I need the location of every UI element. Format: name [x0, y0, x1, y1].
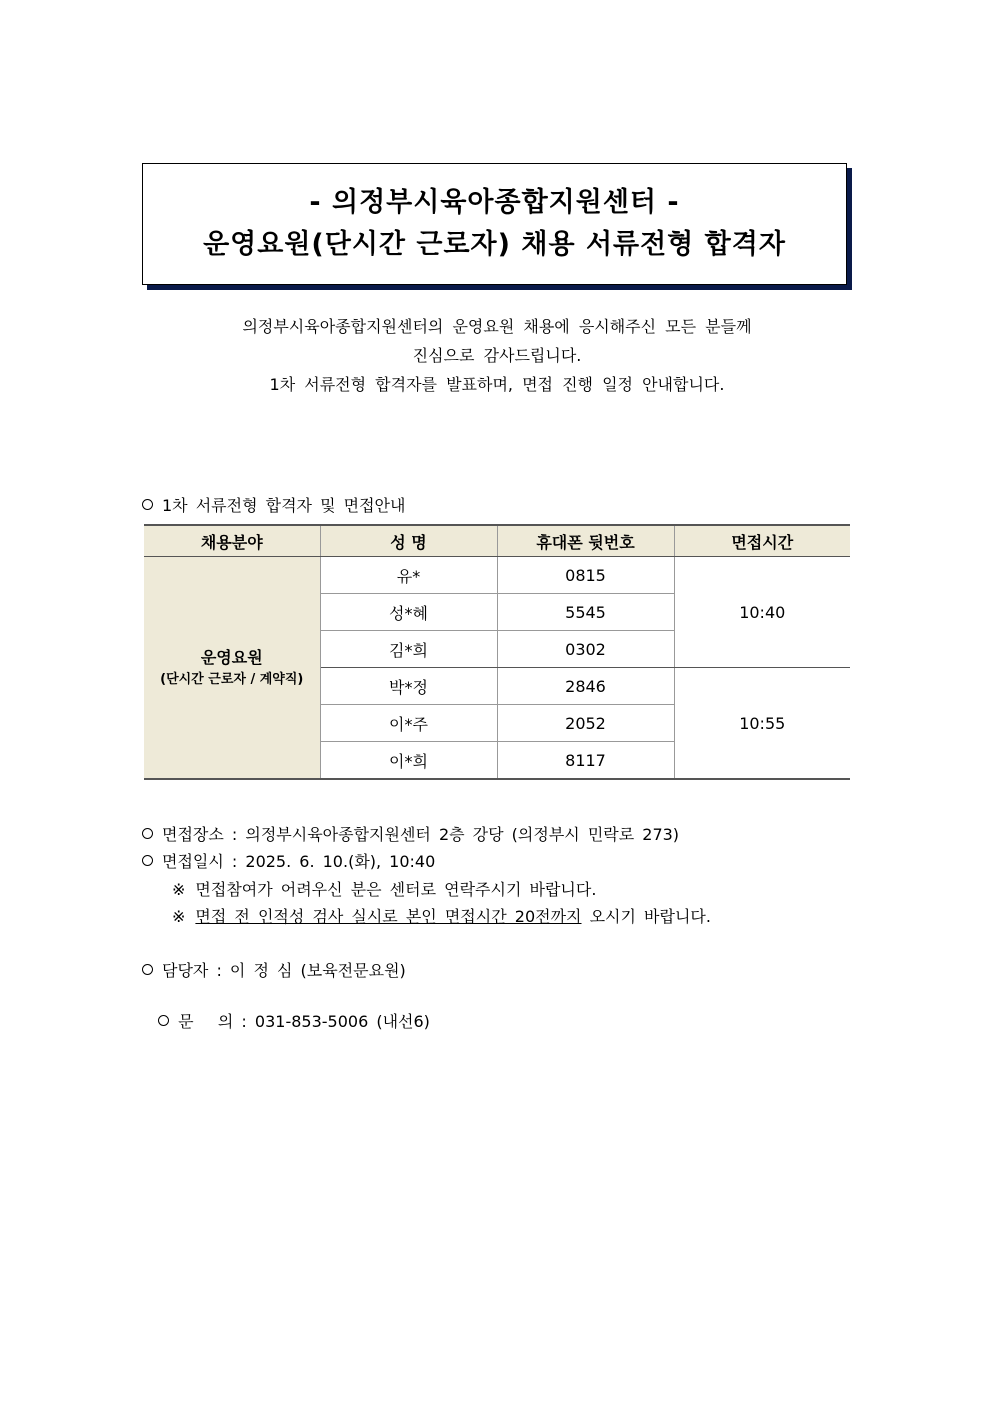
circle-bullet-icon [142, 828, 153, 839]
name-cell: 유* [320, 557, 497, 594]
result-table [144, 524, 850, 780]
intro-paragraph [142, 312, 852, 399]
phone-cell: 2052 [497, 705, 674, 742]
name-cell: 이*희 [320, 742, 497, 780]
title-box [142, 163, 847, 285]
circle-bullet-icon [158, 1015, 169, 1026]
reference-mark-icon: ※ [172, 907, 186, 926]
note-2-rest-text: 오시기 바랍니다. [581, 907, 711, 926]
intro-line-3: 1차 서류전형 합격자를 발표하며, 면접 진행 일정 안내합니다. [269, 375, 725, 394]
phone-cell: 0815 [497, 557, 674, 594]
time-cell: 10:40 [674, 557, 850, 668]
name-cell: 이*주 [320, 705, 497, 742]
interview-place [142, 824, 679, 846]
table-header-row [144, 525, 850, 557]
name-cell: 박*정 [320, 668, 497, 705]
section-heading [142, 495, 405, 517]
inquiry [142, 989, 430, 1033]
reference-mark-icon: ※ [172, 880, 186, 899]
contact-person-text: 담당자 : 이 정 심 (보육전문요원) [162, 961, 406, 980]
note-2 [172, 906, 711, 928]
section-heading-text: 1차 서류전형 합격자 및 면접안내 [162, 496, 406, 515]
contact-person [142, 960, 406, 982]
name-cell: 김*희 [320, 631, 497, 668]
circle-bullet-icon [142, 499, 153, 510]
header-time: 면접시간 [674, 525, 850, 557]
note-1 [172, 879, 596, 901]
interview-date-text: 면접일시 : 2025. 6. 10.(화), 10:40 [162, 852, 436, 871]
title-line-1: - 의정부시육아종합지원센터 - [309, 187, 680, 218]
header-phone: 휴대폰 뒷번호 [497, 525, 674, 557]
phone-cell: 0302 [497, 631, 674, 668]
title-line-2: 운영요원(단시간 근로자) 채용 서류전형 합격자 [203, 229, 786, 260]
interview-place-text: 면접장소 : 의정부시육아종합지원센터 2층 강당 (의정부시 민락로 273) [162, 825, 680, 844]
header-field: 채용분야 [144, 525, 320, 557]
time-cell: 10:55 [674, 668, 850, 780]
intro-line-1: 의정부시육아종합지원센터의 운영요원 채용에 응시해주신 모든 분들께 [242, 317, 752, 336]
circle-bullet-icon [142, 855, 153, 866]
phone-cell: 2846 [497, 668, 674, 705]
field-main-label: 운영요원 [200, 647, 263, 667]
table-row [144, 557, 850, 594]
intro-line-2: 진심으로 감사드립니다. [412, 346, 582, 365]
phone-cell: 5545 [497, 594, 674, 631]
name-cell: 성*혜 [320, 594, 497, 631]
inquiry-text: 문 의 : 031-853-5006 (내선6) [178, 1012, 430, 1031]
field-sub-label: (단시간 근로자 / 계약직) [160, 671, 304, 687]
note-1-text: 면접참여가 어려우신 분은 센터로 연락주시기 바랍니다. [195, 880, 597, 899]
interview-date [142, 851, 435, 873]
header-name: 성 명 [320, 525, 497, 557]
circle-bullet-icon [142, 964, 153, 975]
phone-cell: 8117 [497, 742, 674, 780]
field-cell [144, 557, 320, 780]
note-2-underlined-text: 면접 전 인적성 검사 실시로 본인 면접시간 20전까지 [195, 907, 582, 926]
